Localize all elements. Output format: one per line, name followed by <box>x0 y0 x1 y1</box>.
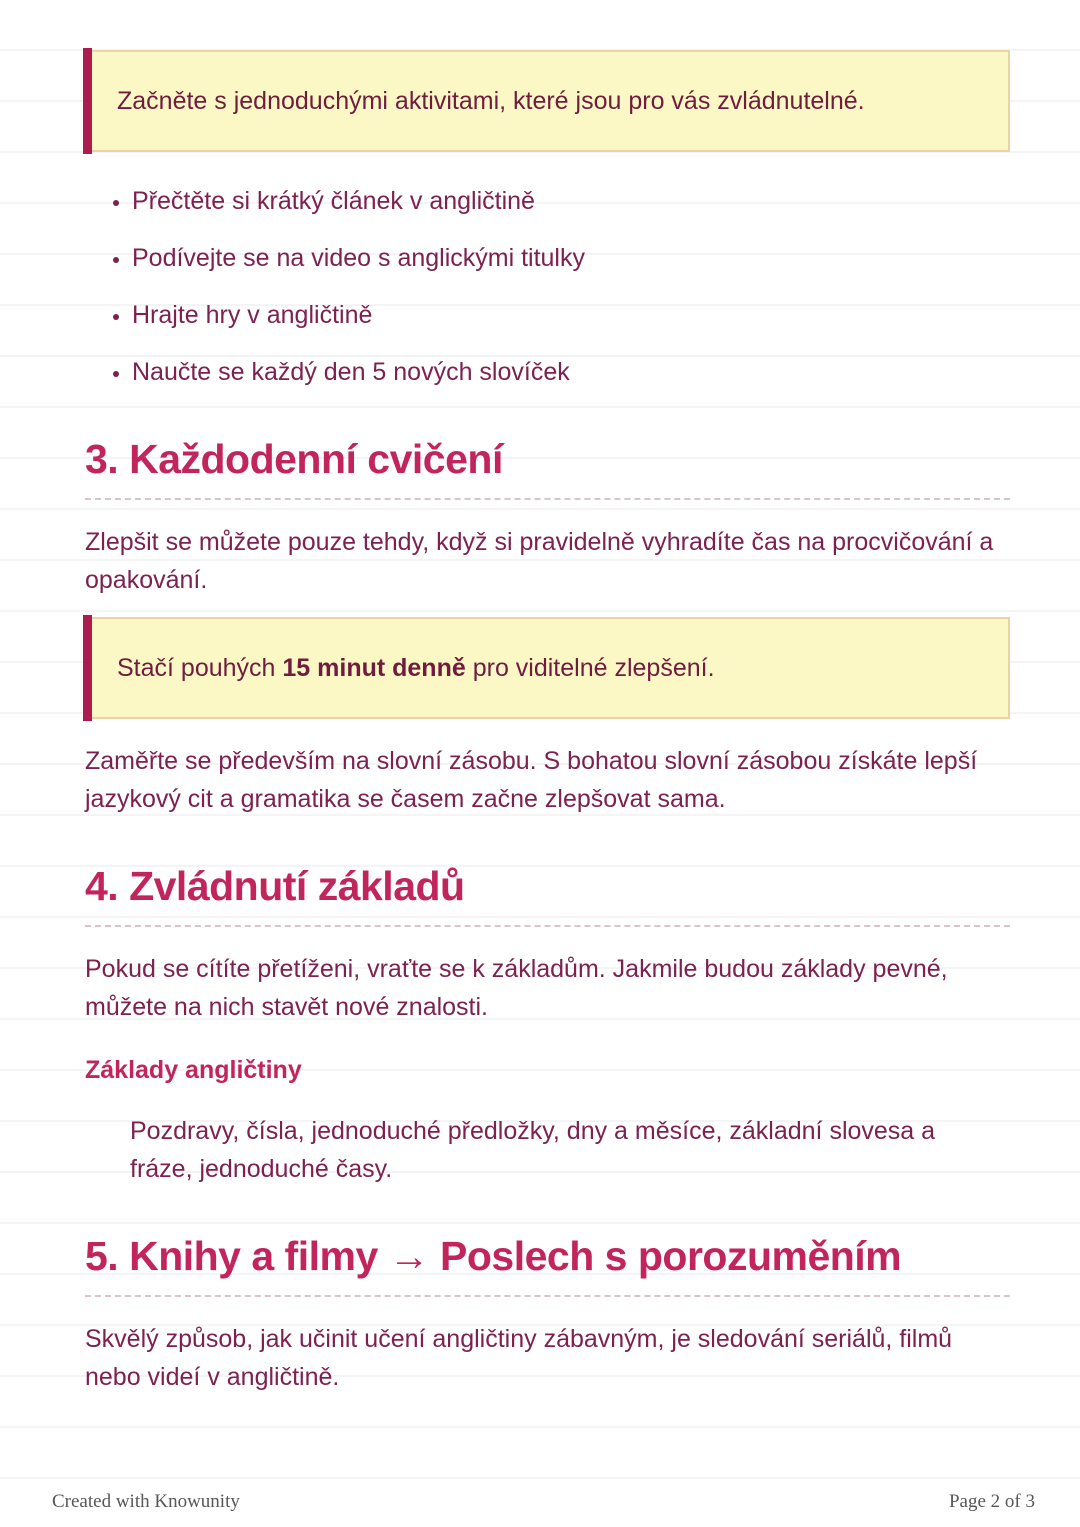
paragraph: Skvělý způsob, jak učinit učení angličtiny zábavným, je sledování seriálů, filmů nebo videí v angličtině. <box>85 1325 953 1391</box>
page-footer <box>52 1491 1035 1513</box>
section-heading-4: 4. Zvládnutí základů <box>85 862 1010 927</box>
callout-text-suffix: pro viditelné zlepšení. <box>465 654 715 682</box>
section-heading-5: 5. Knihy a filmy → Poslech s porozuměním <box>85 1232 1010 1297</box>
subheading-basics: Základy angličtiny <box>85 1056 302 1084</box>
activity-bullet-list <box>85 182 1010 391</box>
paragraph: Zlepšit se můžete pouze tehdy, když si pravidelně vyhradíte čas na procvičování a opakování. <box>85 528 994 594</box>
document-content <box>0 50 1080 1396</box>
list-item: • Naučte se každý den 5 nových slovíček <box>132 353 1010 391</box>
section-heading-3: 3. Každodenní cvičení <box>85 435 1010 500</box>
callout-text-bold: 15 minut denně <box>282 654 466 682</box>
callout-text-prefix: Stačí pouhých <box>117 654 283 682</box>
page-number: Page 2 of 3 <box>948 1491 1035 1512</box>
callout-text: Začněte s jednoduchými aktivitami, které jsou pro vás zvládnutelné. <box>117 87 865 115</box>
paragraph: Pokud se cítíte přetíženi, vraťte se k základům. Jakmile budou základy pevné, můžete na nich stavět nové znalosti. <box>85 955 948 1021</box>
highlight-callout-minutes <box>91 617 1010 719</box>
paragraph: Zaměřte se především na slovní zásobu. S bohatou slovní zásobou získáte lepší jazykový cit a gramatika se časem začne zlepšovat sama. <box>85 747 978 813</box>
list-item: • Přečtěte si krátký článek v angličtině <box>132 182 1010 220</box>
paragraph-indented: Pozdravy, čísla, jednoduché předložky, dny a měsíce, základní slovesa a fráze, jednoduché časy. <box>130 1117 936 1183</box>
footer-branding: Created with Knowunity <box>52 1491 240 1512</box>
list-item: • Podívejte se na video s anglickými titulky <box>132 239 1010 277</box>
list-item: • Hrajte hry v angličtině <box>132 296 1010 334</box>
highlight-callout-tips <box>91 50 1010 152</box>
